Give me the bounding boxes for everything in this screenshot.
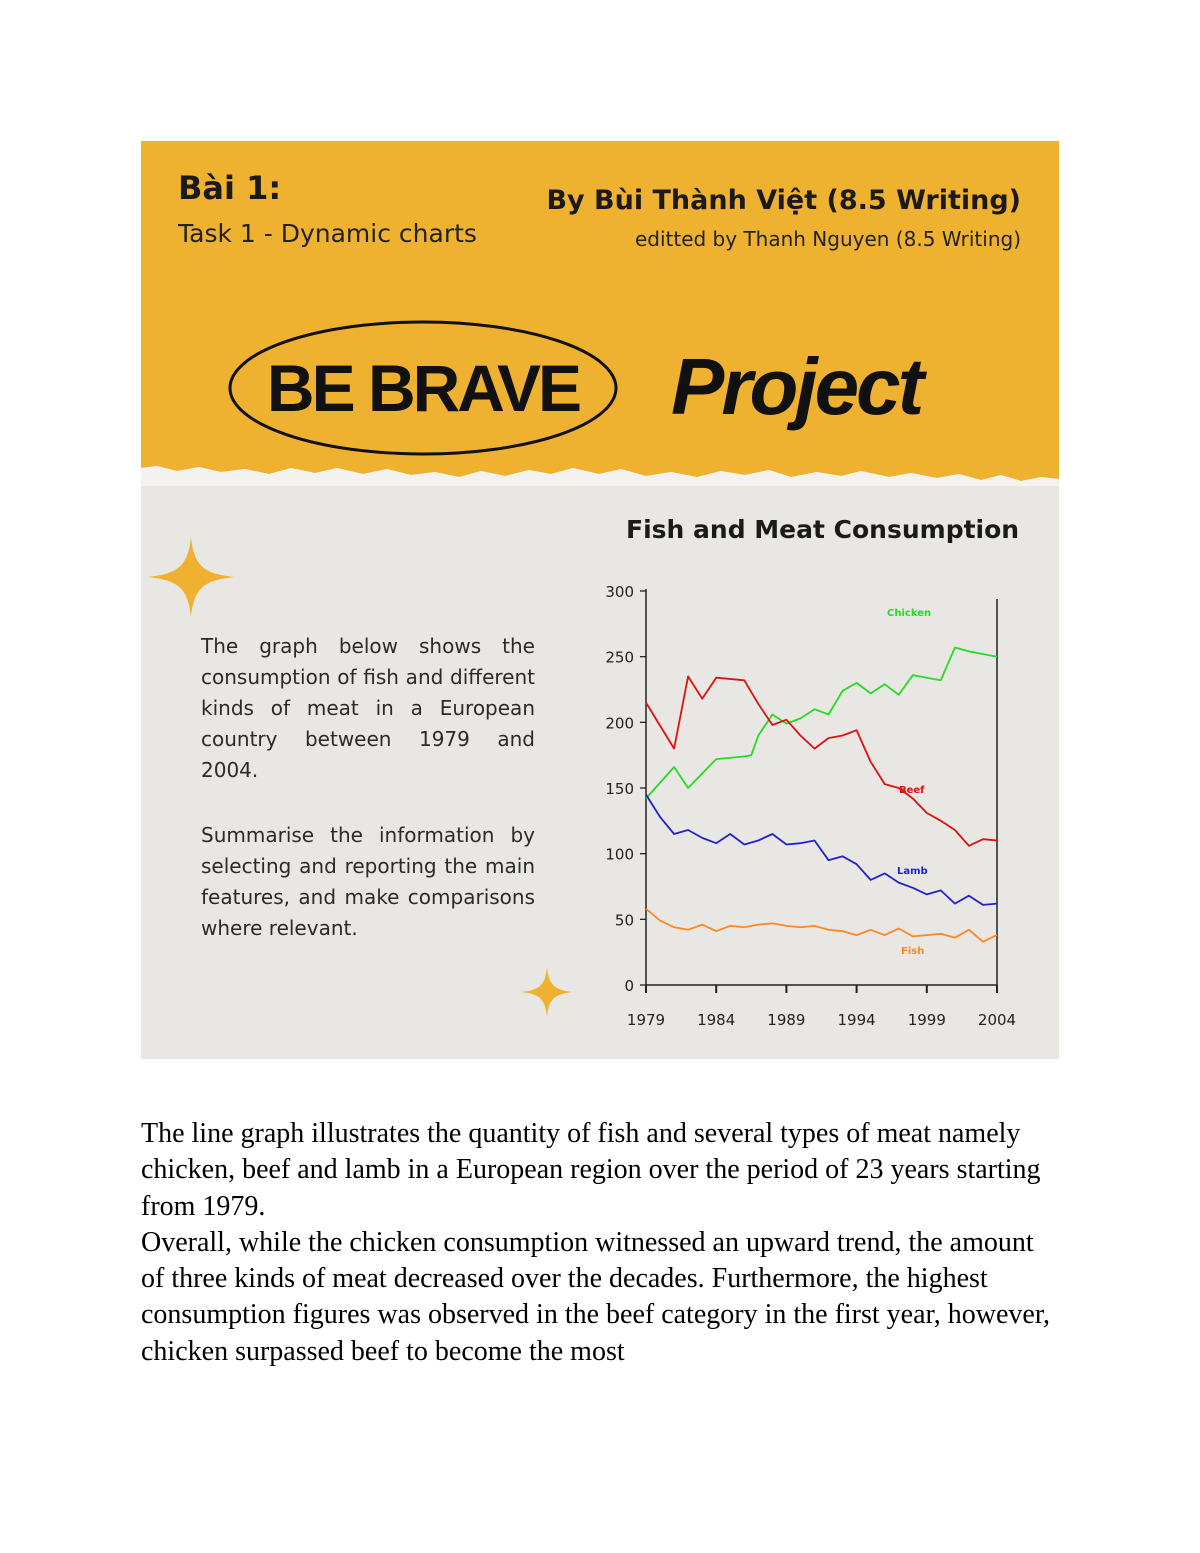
essay-paragraph: The line graph illustrates the quantity of fish and several types of meat namely chicken, beef and lamb in a European region over the period of 23 years starting from 1979. [141, 1118, 1041, 1222]
sparkle-icon [521, 967, 573, 1017]
y-tick-label: 150 [605, 780, 634, 798]
logo-brave: BE BRAVE [266, 351, 580, 425]
y-tick-label: 100 [605, 845, 634, 864]
lesson-title: Bài 1: [178, 169, 282, 207]
series-line-fish [646, 909, 997, 942]
series-label-chicken: Chicken [887, 608, 932, 619]
x-tick-label: 1994 [837, 1011, 876, 1029]
series-line-beef [646, 676, 997, 845]
essay-text [141, 1116, 1059, 1370]
series-label-fish: Fish [901, 946, 925, 957]
sparkle-icon [147, 537, 235, 617]
y-tick-label: 0 [624, 977, 634, 995]
x-tick-label: 1989 [767, 1011, 806, 1029]
x-tick-label: 2004 [977, 1011, 1017, 1029]
series-label-lamb: Lamb [897, 866, 928, 877]
task-card [141, 141, 1059, 1059]
author-credit: By Bùi Thành Việt (8.5 Writing) [546, 185, 1021, 216]
series-label-beef: Beef [899, 785, 925, 796]
y-tick-label: 50 [614, 911, 634, 930]
logo-project: Project [671, 342, 922, 431]
editor-credit: editted by Thanh Nguyen (8.5 Writing) [634, 227, 1021, 251]
series-line-lamb [646, 795, 997, 905]
y-tick-label: 300 [605, 583, 634, 601]
line-chart [581, 571, 1059, 1041]
essay-paragraph: Overall, while the chicken consumption witnessed an upward trend, the amount of three kinds of meat decreased over the decades. Furthermore, the highest consumption figures was observed in the beef category in the first year, however, chicken surpassed beef to become the most [141, 1226, 1051, 1367]
y-tick-label: 250 [605, 648, 634, 667]
task-prompt: The graph below shows the consumption of fish and different kinds of meat in a European country between 1979 and 2004. [201, 634, 535, 782]
lesson-subtitle: Task 1 - Dynamic charts [178, 219, 477, 248]
task-instruction: Summarise the information by selecting and reporting the main features, and make comparisons where relevant. [201, 823, 535, 940]
series-line-chicken [646, 648, 997, 799]
y-tick-label: 200 [605, 714, 634, 733]
x-tick-label: 1984 [697, 1011, 736, 1029]
chart-title: Fish and Meat Consumption [626, 515, 1020, 544]
x-tick-label: 1979 [626, 1011, 666, 1029]
x-tick-label: 1999 [907, 1011, 946, 1029]
